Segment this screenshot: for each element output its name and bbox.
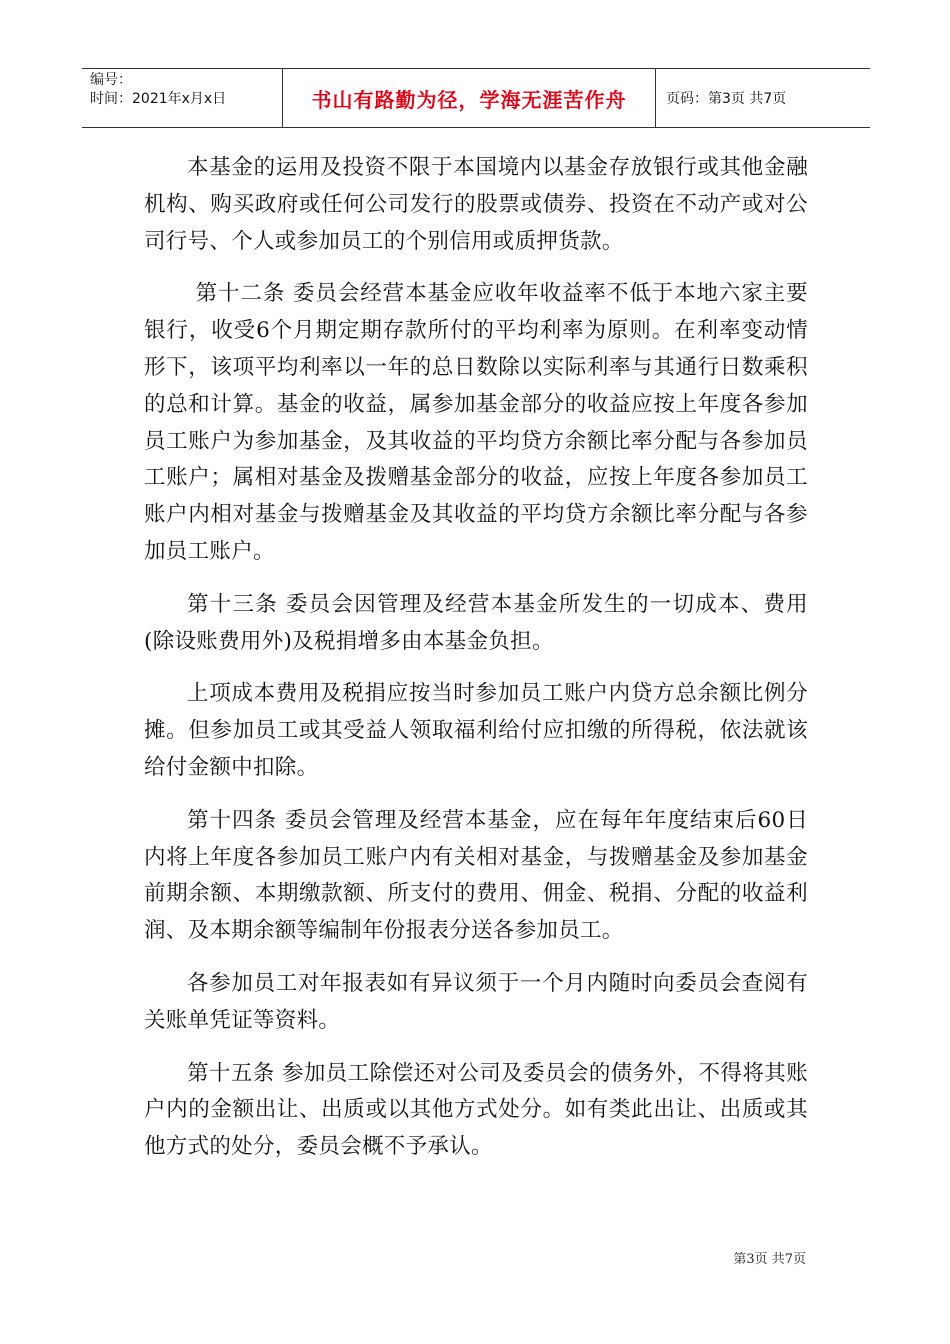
document-body: [144, 150, 808, 1166]
header-page-info: 页码：第3页 共7页: [666, 91, 787, 107]
header-motto: 书山有路勤为径，学海无涯苦作舟: [283, 69, 656, 127]
document-time-label: 时间：2021年x月x日: [90, 91, 227, 107]
paragraph-article-14: 第十四条 委员会管理及经营本基金，应在每年年度结束后60日内将上年度各参加员工账户内有关相对基金，与拨赠基金及参加基金前期余额、本期缴款额、所支付的费用、佣金、税捐、分配的收益利润、及本期余额等编制年份报表分送各参加员工。: [144, 807, 808, 944]
page-header: [82, 68, 870, 128]
paragraph-article-12: 第十二条 委员会经营本基金应收年收益率不低于本地六家主要银行，收受6个月期定期存款所付的平均利率为原则。在利率变动情形下，该项平均利率以一年的总日数除以实际利率与其通行日数乘积的总和计算。基金的收益，属参加基金部分的收益应按上年度各参加员工账户为参加基金，及其收益的平均贷方余额比率分配与各参加员工账户；属相对基金及拨赠基金部分的收益，应按上年度各参加员工账户内相对基金与拨赠基金及其收益的平均贷方余额比率分配与各参加员工账户。: [144, 281, 808, 564]
document-number-label: 编号：: [90, 72, 132, 88]
header-meta: [82, 69, 283, 127]
paragraph: 各参加员工对年报表如有异议须于一个月内随时向委员会查阅有关账单凭证等资料。: [144, 970, 808, 1033]
paragraph: 本基金的运用及投资不限于本国境内以基金存放银行或其他金融机构、购买政府或任何公司发行的股票或债券、投资在不动产或对公司行号、个人或参加员工的个别信用或质押货款。: [144, 155, 808, 254]
paragraph: 上项成本费用及税捐应按当时参加员工账户内贷方总余额比例分摊。但参加员工或其受益人领取福利给付应扣缴的所得税，依法就该给付金额中扣除。: [144, 681, 808, 780]
page-footer: 第3页 共7页: [733, 1252, 806, 1267]
paragraph-article-13: 第十三条 委员会因管理及经营本基金所发生的一切成本、费用(除设账费用外)及税捐增多由本基金负担。: [144, 591, 808, 654]
paragraph-article-15: 第十五条 参加员工除偿还对公司及委员会的债务外，不得将其账户内的金额出让、出质或以其他方式处分。如有类此出让、出质或其他方式的处分，委员会概不予承认。: [144, 1060, 808, 1160]
